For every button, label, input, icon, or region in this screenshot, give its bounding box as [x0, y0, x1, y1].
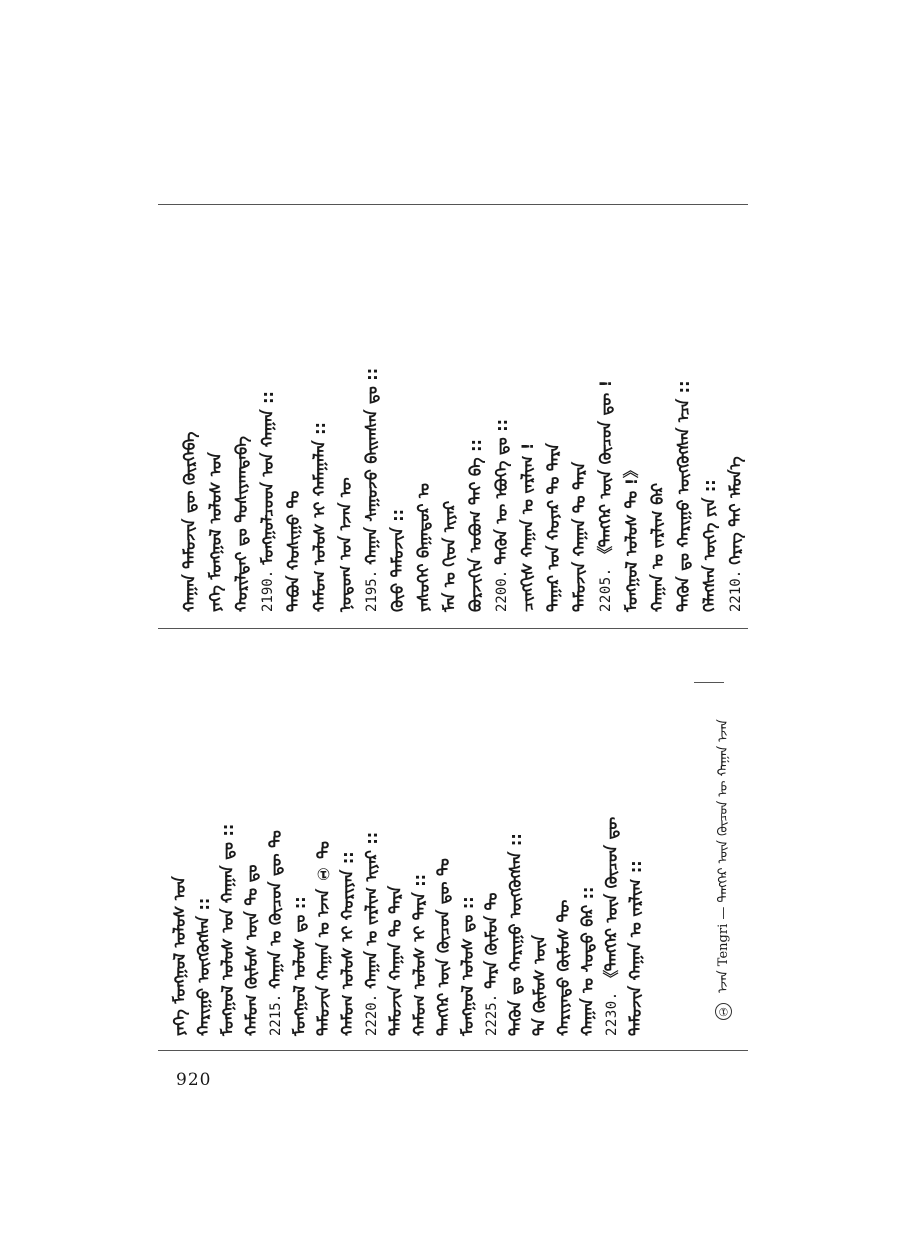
verse-text: ᠬᠠᠭᠠᠨ ᠤ ᠵᠠᠷᠯᠢᠭ ᠪᠠᠷ: [648, 482, 667, 612]
page-number: 920: [176, 1070, 212, 1090]
verse-line: [312, 212, 328, 612]
verse-line: [650, 212, 666, 612]
verse-line: [364, 212, 380, 612]
line-number: 2200.: [494, 569, 510, 612]
verse-line: [520, 212, 536, 612]
line-number: 2215.: [268, 993, 284, 1036]
top-rule: [158, 204, 748, 205]
verse-text: ᠲᠠᠪᠤᠨ ᠬᠣᠰᠢᠭᠤ ᠲᠤ: [284, 490, 303, 612]
verse-line: [728, 212, 744, 612]
verse-text: ᠮᠣᠩᠭᠣᠯᠴᠤᠳ ᠤᠨ ᠬᠠᠭᠠᠨ ::: [258, 391, 277, 565]
verse-text: ᠲᠡᠮᠦᠵᠢᠨ ᠬᠠᠭᠠᠨ ᠲᠤ ᠲᠡᠷᠡ: [570, 461, 589, 612]
verse-text: ᠬᠠᠷᠢᠭᠤ ᠦᠭᠭᠦᠭᠰᠡᠨ ::: [194, 897, 213, 1036]
verse-text: ᠬᠠᠮᠤᠭ ᠤᠯᠤᠰ ᠢ ᠬᠣᠷᠢᠶᠠᠨ ::: [338, 851, 357, 1036]
verse-text: ᠲᠠᠭᠠᠷ ᠤᠨ ᠬᠣᠶᠠᠷ ᠲᠤ ᠲᠡᠷᠡ: [544, 443, 563, 612]
verse-line: [468, 212, 484, 612]
verse-line: [572, 212, 588, 612]
line-number: 2195.: [364, 569, 380, 612]
verse-text: ᠲᠡᠮᠦᠵᠢᠨ ᠬᠠᠭᠠᠨ ᠲᠤ ᠲᠡᠷᠡ: [386, 885, 405, 1036]
verse-text: ᠪᠣᠷᠵᠢᠭᠢᠨ ᠣᠪᠣᠭ ᠲᠠᠢ ᠪᠠ ::: [466, 439, 485, 612]
verse-text: ᠬᠡᠯᠡᠭᠰᠡᠨ ᠦᠭᠡ ᠶᠢᠨ ::: [700, 479, 719, 612]
verse-line: [508, 636, 524, 1036]
verse-text: ᠲᠡᠮᠦᠵᠢᠨ ᠬᠠᠭᠠᠨ ᠤ ᠵᠠᠷᠯᠢᠭ ::: [626, 860, 645, 1036]
verse-text: ᠬᠠᠭᠠᠨ ᠤ ᠬᠦᠴᠦᠨ ᠳᠦ ᠲᠤ: [266, 830, 285, 989]
verse-line: [340, 636, 356, 1036]
verse-text: ᠬᠠᠮᠤᠭ ᠤᠯᠤᠰ ᠢ ᠲᠡᠷᠡ ::: [410, 873, 429, 1036]
verse-line: [244, 636, 260, 1036]
line-number: 2190.: [260, 569, 276, 612]
bottom-rule: [158, 1050, 748, 1051]
footnote-text: ᠡᠵᠡᠨ Tengri — ᠲᠡᠩᠭᠡᠷ ᠦᠨ ᠬᠦᠴᠦᠨ ᠦ ᠬᠠᠭᠠᠨ ᠡᠵᠡᠨ: [716, 719, 731, 993]
verse-line: [234, 212, 250, 612]
verse-line: [172, 636, 188, 1036]
verse-line: [416, 212, 432, 612]
verse-text: 《ᠲᠡᠩᠭᠡᠷ ᠦᠨ ᠬᠦᠴᠦᠨ ᠳᠦ: [602, 816, 621, 987]
verse-text: ᠲᠡᠷᠡ ᠬᠦᠮᠦᠨ ᠲᠤ: [482, 892, 501, 989]
middle-rule: [158, 628, 748, 629]
line-number: 2225.: [484, 993, 500, 1036]
verse-text: ᠲᠠ ᠬᠦᠮᠦᠰ ᠦᠨ: [530, 935, 549, 1036]
verse-text: ᠲᠡᠩᠭᠡᠷ ᠦᠨ ᠬᠦᠴᠦᠨ ᠳᠦ ᠲᠤ: [434, 858, 453, 1036]
verse-line: [182, 212, 198, 612]
verse-text: ᠮᠣᠩᠭᠣᠯ ᠤᠯᠤᠰ ᠲᠤ !》: [622, 462, 641, 612]
verse-line: [628, 636, 644, 1036]
verse-text: ᠶᠡᠰᠦᠭᠡᠢ ᠪᠠᠭᠠᠲᠤᠷ ᠤ: [414, 483, 433, 612]
verse-text: ᠲᠡᠮᠦᠵᠢᠨ ᠬᠠᠭᠠᠨ ᠤ ᠡᠵᠡᠨ ① ᠲᠤ: [314, 841, 333, 1036]
verse-line: [624, 212, 640, 612]
verse-text: ᠲᠡᠭᠦᠨ ᠦ ᠡᠪᠦᠭᠡ ᠳᠤ ::: [492, 418, 511, 565]
verse-text: 《ᠲᠡᠩᠭᠡᠷ ᠦᠨ ᠬᠦᠴᠦᠨ ᠳᠦ !: [596, 379, 615, 563]
verse-line: [412, 636, 428, 1036]
verse-line: [484, 636, 500, 1036]
verse-line: [676, 212, 692, 612]
verse-line: [364, 636, 380, 1036]
verse-line: [286, 212, 302, 612]
verse-text: ᠬᠠᠮᠤᠭ ᠤᠯᠤᠰ ᠢ ᠬᠠᠮᠠᠭᠠᠯᠠᠨ ::: [310, 422, 329, 612]
verse-text: ᠶᠡᠬᠡ ᠮᠣᠩᠭᠣᠯ ᠤᠯᠤᠰ ᠤᠨ: [206, 452, 225, 612]
verse-line: [388, 636, 404, 1036]
verse-line: [546, 212, 562, 612]
line-number: 2230.: [604, 991, 620, 1036]
verse-text: ᠬᠠᠷᠢᠶᠠᠲᠤ ᠬᠦᠮᠦᠰ ᠲᠦ: [554, 899, 573, 1036]
verse-text: ᠬᠠᠭᠠᠨ ᠤ ᠵᠠᠷᠯᠢᠭ ᠢᠶᠠᠷ ::: [362, 831, 381, 989]
verse-text: ᠬᠠᠮᠤᠭ ᠬᠦᠮᠦᠰ ᠦᠨ ᠲᠤ ᠳᠤ: [242, 864, 261, 1036]
verse-line: [390, 212, 406, 612]
verse-text: ᠮᠠᠨ ᠤ ᠬᠢᠳ ᠢᠶᠠᠷ: [440, 500, 459, 612]
verse-line: [196, 636, 212, 1036]
verse-line: [580, 636, 596, 1036]
verse-text: ᠬᠡᠷᠡᠭ ᠲᠠᠢ ᠡᠮᠦᠨ᠎ᠡ: [726, 456, 745, 565]
verse-line: [702, 212, 718, 612]
verse-text: ᠲᠡᠭᠦᠨ ᠳᠤ ᠬᠠᠷᠢᠭᠤ ᠦᠭᠭᠦᠭᠰᠡᠨ ᠡᠴᠡ ::: [674, 380, 693, 612]
verse-text: ᠬᠠᠭᠠᠨ ᠲᠡᠮᠦᠵᠢᠨ ᠳᠦ ᠬᠦᠷᠬᠡᠪᠡ: [180, 431, 199, 612]
verse-text: ᠮᠣᠩᠭᠣᠯ ᠤᠯᠤᠰ ᠳᠤ ::: [458, 896, 477, 1036]
verse-text: ᠬᠠᠭᠠᠨ ᠤ ᠰᠣᠳᠤ ᠪᠠᠷ ::: [578, 886, 597, 1036]
lower-verse-section: [158, 636, 748, 1046]
verse-line: [260, 212, 276, 612]
verse-line: [556, 636, 572, 1036]
footnote: [712, 650, 735, 1020]
verse-text: ᠮᠣᠩᠭᠣᠯ ᠤᠯᠤᠰ ᠳᠤ ::: [290, 896, 309, 1036]
verse-text: ᠮᠣᠩᠭᠣᠯ ᠤᠯᠤᠰ ᠤᠨ ᠬᠠᠭᠠᠨ ᠳᠤ ::: [218, 823, 237, 1036]
verse-line: [436, 636, 452, 1036]
verse-line: [292, 636, 308, 1036]
verse-text: ᠬᠦᠦ ᠲᠡᠮᠦᠵᠢᠨ ::: [388, 508, 407, 612]
verse-line: [268, 636, 284, 1036]
verse-line: [220, 636, 236, 1036]
verse-text: ᠬᠤᠷᠢᠯᠲᠠᠢ ᠳᠤ ᠲᠤᠰᠢᠶᠠᠭᠳᠠᠪᠠ: [232, 436, 251, 612]
verse-line: [532, 636, 548, 1036]
verse-text: ᠲᠡᠭᠦᠨ ᠳᠤ ᠬᠠᠷᠢᠭᠤ ᠦᠭᠭᠦᠭᠰᠡᠨ ::: [506, 833, 525, 1036]
line-number: 2220.: [364, 993, 380, 1036]
verse-line: [604, 636, 620, 1036]
footnote-mark: ①: [717, 1005, 730, 1018]
verse-text: ᠨᠤᠲᠤᠭ ᠤᠨ ᠡᠵᠡᠨ ᠦ: [336, 477, 355, 612]
verse-text: ᠶᠡᠬᠡ ᠮᠣᠩᠭᠣᠯ ᠤᠯᠤᠰ ᠤᠨ: [170, 876, 189, 1036]
upper-verse-section: [158, 212, 748, 622]
verse-line: [338, 212, 354, 612]
verse-line: [460, 636, 476, 1036]
verse-line: [494, 212, 510, 612]
verse-line: [316, 636, 332, 1036]
verse-line: [208, 212, 224, 612]
verse-line: [598, 212, 614, 612]
verse-text: ᠴᠢᠩᠭᠢᠰ ᠬᠠᠭᠠᠨ ᠤ ᠵᠠᠷᠯᠢᠭ !: [518, 442, 537, 612]
line-number: 2210.: [728, 569, 744, 612]
verse-text: ᠬᠠᠭᠠᠨ ᠰᠠᠭᠤᠵᠤ ᠪᠠᠢᠭᠰᠠᠨ ᠳᠤ ::: [362, 367, 381, 565]
line-number: 2205.: [598, 567, 614, 612]
verse-line: [442, 212, 458, 612]
